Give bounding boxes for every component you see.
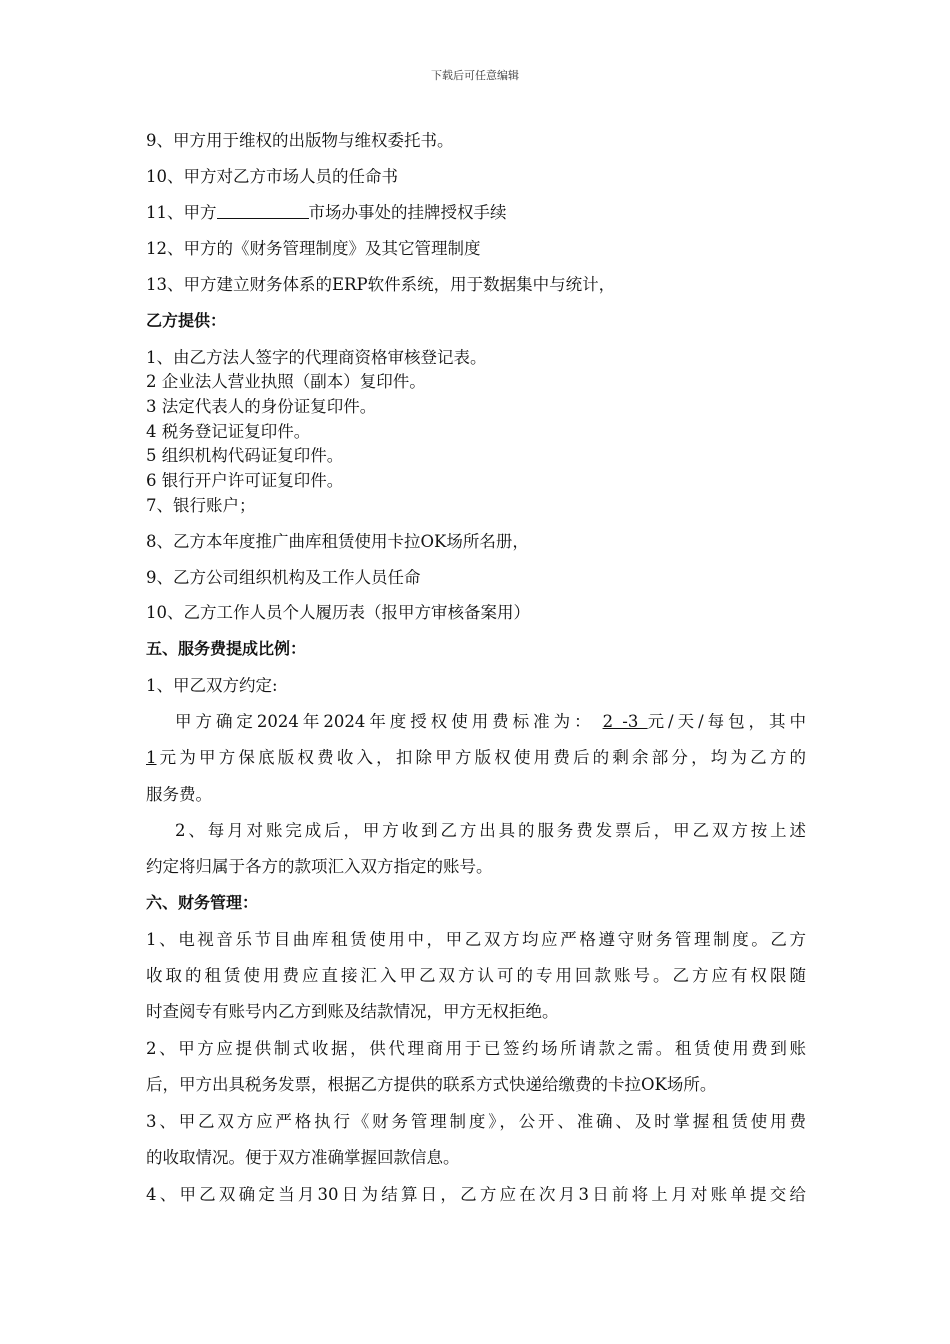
party-b-heading: 乙方提供： [146, 311, 227, 330]
party-a-item-10: 10、甲方对乙方市场人员的任命书 [146, 167, 398, 186]
fee-standard-line-3: 服务费。 [146, 785, 212, 804]
section-5-item-2-line-2: 约定将归属于各方的款项汇入双方指定的账号。 [146, 857, 493, 876]
party-b-item: 6 银行开户许可证复印件。 [146, 471, 344, 490]
fee-standard-rest: 元为甲方保底版权费收入，扣除甲方版权使用费后的剩余部分，均为乙方的 [156, 748, 806, 767]
party-b-item: 7、银行账户； [146, 496, 256, 515]
party-a-item-11-prefix: 11、甲方 [146, 203, 217, 222]
section-6-p1-line-3: 时查阅专有账号内乙方到账及结款情况，甲方无权拒绝。 [146, 1002, 559, 1021]
section-5-heading: 五、服务费提成比例： [146, 639, 307, 658]
fee-standard-end: 元/天/每包，其中 [647, 712, 807, 731]
section-6-p4-line-1: 4、甲乙双确定当月30日为结算日，乙方应在次月3日前将上月对账单提交给 [146, 1185, 806, 1204]
section-6-p3-line-1: 3、甲乙双方应严格执行《财务管理制度》，公开、准确、及时掌握租赁使用费 [146, 1112, 806, 1131]
fee-standard-line-2 [146, 744, 806, 768]
party-b-item: 3 法定代表人的身份证复印件。 [146, 397, 377, 416]
fee-standard-line-1 [146, 708, 806, 732]
party-b-item: 1、由乙方法人签字的代理商资格审核登记表。 [146, 348, 487, 367]
party-b-item: 4 税务登记证复印件。 [146, 422, 311, 441]
guarantee-amount: 1 [146, 748, 157, 767]
party-a-item-12: 12、甲方的《财务管理制度》及其它管理制度 [146, 239, 481, 258]
party-a-item-9: 9、甲方用于维权的出版物与维权委托书。 [146, 131, 454, 150]
section-6-p2-line-1: 2、甲方应提供制式收据，供代理商用于已签约场所请款之需。租赁使用费到账 [146, 1039, 806, 1058]
party-a-item-13: 13、甲方建立财务体系的ERP软件系统，用于数据集中与统计， [146, 275, 616, 294]
page-header: 下载后可任意编辑 [431, 69, 519, 82]
section-5-item-2-line-1: 2、每月对账完成后，甲方收到乙方出具的服务费发票后，甲乙双方按上述 [175, 821, 806, 840]
party-b-item: 5 组织机构代码证复印件。 [146, 446, 344, 465]
party-b-item-10: 10、乙方工作人员个人履历表（报甲方审核备案用） [146, 603, 530, 622]
section-6-p2-line-2: 后，甲方出具税务发票，根据乙方提供的联系方式快递给缴费的卡拉OK场所。 [146, 1075, 717, 1094]
party-b-item-9: 9、乙方公司组织机构及工作人员任命 [146, 568, 421, 587]
section-6-p1-line-1: 1、电视音乐节目曲库租赁使用中，甲乙双方均应严格遵守财务管理制度。乙方 [146, 930, 806, 949]
blank-field [217, 204, 309, 219]
party-a-item-11 [146, 199, 507, 223]
party-b-item: 2 企业法人营业执照（副本）复印件。 [146, 372, 426, 391]
fee-standard-start: 甲方确定2024年2024年度授权使用费标准为： [175, 712, 595, 731]
section-5-item-1: 1、甲乙双方约定: [146, 676, 278, 695]
fee-rate: 2 -3 [602, 712, 648, 731]
section-6-p3-line-2: 的收取情况。便于双方准确掌握回款信息。 [146, 1148, 460, 1167]
party-b-item-8: 8、乙方本年度推广曲库租赁使用卡拉OK场所名册， [146, 532, 529, 551]
section-6-p1-line-2: 收取的租赁使用费应直接汇入甲乙双方认可的专用回款账号。乙方应有权限随 [146, 966, 806, 985]
section-6-heading: 六、财务管理： [146, 893, 259, 912]
party-a-item-11-suffix: 市场办事处的挂牌授权手续 [308, 203, 507, 222]
